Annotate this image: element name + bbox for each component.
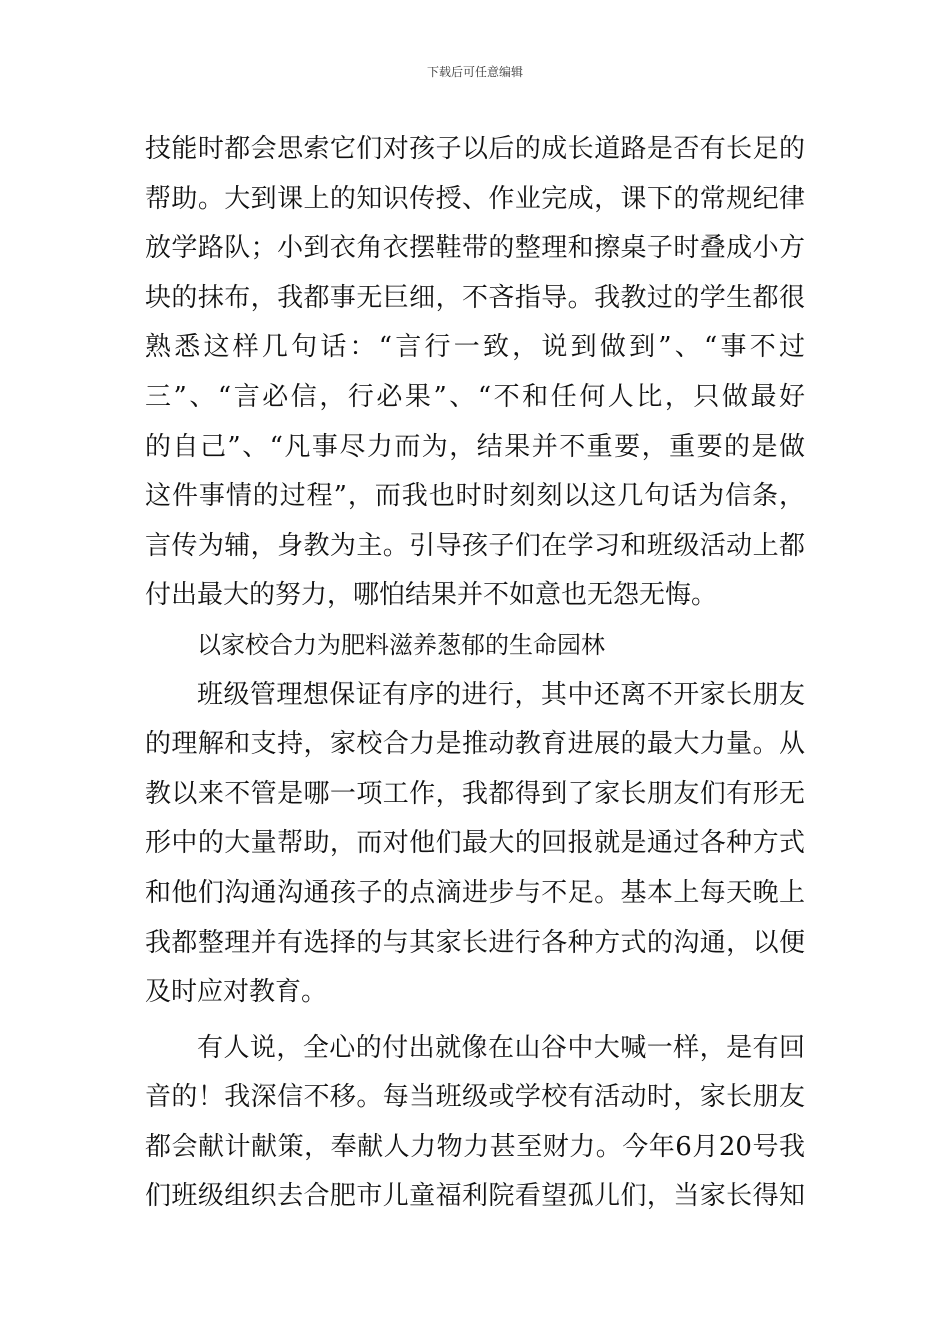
paragraph-3 (145, 1024, 805, 1222)
section-heading: 以家校合力为肥料滋养葱郁的生命园林 (197, 630, 605, 659)
text-line: 和他们沟通沟通孩子的点滴进步与不足。基本上每天晚上 (145, 877, 805, 908)
text-line: 们班级组织去合肥市儿童福利院看望孤儿们，当家长得知 (145, 1181, 805, 1212)
text-line: 我都整理并有选择的与其家长进行各种方式的沟通，以便 (145, 927, 805, 958)
text-line: 言传为辅，身教为主。引导孩子们在学习和班级活动上都 (145, 530, 805, 561)
text-line: 形中的大量帮助，而对他们最大的回报就是通过各种方式 (145, 828, 805, 859)
paragraph-2 (145, 671, 805, 1018)
text-line: 熟悉这样几句话：“言行一致，说到做到”、“事不过 (145, 332, 805, 363)
text-line: 有人说，全心的付出就像在山谷中大喊一样，是有回 (197, 1032, 805, 1063)
text-line: 付出最大的努力，哪怕结果并不如意也无怨无悔。 (145, 580, 718, 611)
paragraph-1 (145, 125, 805, 621)
text-line: 都会献计献策，奉献人力物力甚至财力。今年6月20号我 (145, 1131, 805, 1162)
text-line: 放学路队；小到衣角衣摆鞋带的整理和擦桌子时叠成小方 (145, 233, 805, 264)
document-body (145, 125, 805, 1222)
page-header: 下载后可任意编辑 (426, 65, 523, 79)
text-line: 技能时都会思索它们对孩子以后的成长道路是否有长足的 (145, 134, 805, 164)
text-line: 块的抹布，我都事无巨细，不吝指导。我教过的学生都很 (145, 282, 805, 313)
text-line: 帮助。大到课上的知识传授、作业完成，课下的常规纪律 (145, 183, 805, 214)
text-line: 及时应对教育。 (145, 977, 328, 1008)
text-line: 班级管理想保证有序的进行，其中还离不开家长朋友 (197, 679, 805, 710)
text-line: 音的！我深信不移。每当班级或学校有活动时，家长朋友 (145, 1082, 805, 1113)
text-line: 这件事情的过程”，而我也时时刻刻以这几句话为信条， (145, 481, 805, 512)
text-line: 的理解和支持，家校合力是推动教育进展的最大力量。从 (145, 729, 805, 760)
text-line: 教以来不管是哪一项工作，我都得到了家长朋友们有形无 (145, 778, 805, 809)
text-line: 的自己”、“凡事尽力而为，结果并不重要，重要的是做 (145, 431, 805, 462)
text-line: 三”、“言必信，行必果”、“不和任何人比，只做最好 (145, 381, 805, 412)
